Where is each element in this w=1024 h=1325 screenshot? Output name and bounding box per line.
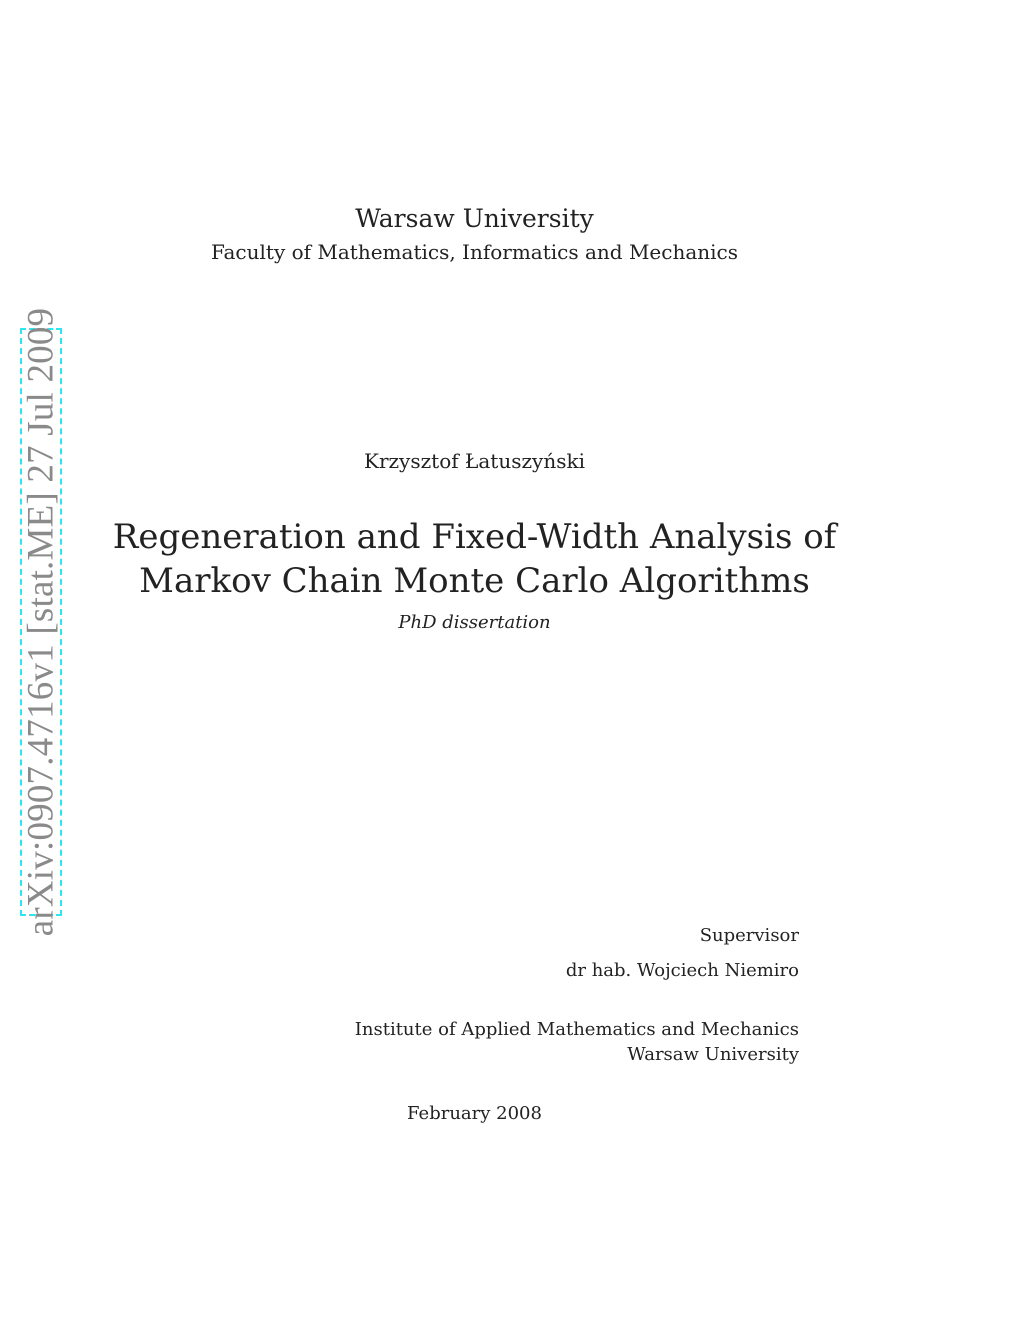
title-line-2: Markov Chain Monte Carlo Algorithms [139, 561, 810, 601]
arxiv-identifier: arXiv:0907.4716v1 [stat.ME] 27 Jul 2009 [20, 307, 62, 937]
submission-date: February 2008 [407, 1103, 542, 1124]
university-name: Warsaw University [355, 204, 594, 233]
institute-university: Warsaw University [627, 1044, 799, 1065]
supervisor-label: Supervisor [699, 925, 799, 946]
supervisor-name: dr hab. Wojciech Niemiro [565, 960, 799, 981]
title-line-1: Regeneration and Fixed-Width Analysis of [112, 517, 837, 557]
institute-name: Institute of Applied Mathematics and Mechanics [354, 1019, 799, 1040]
author-name: Krzysztof Łatuszyński [364, 449, 585, 473]
document-subtitle: PhD dissertation [398, 612, 551, 633]
faculty-name: Faculty of Mathematics, Informatics and Mechanics [210, 240, 739, 264]
